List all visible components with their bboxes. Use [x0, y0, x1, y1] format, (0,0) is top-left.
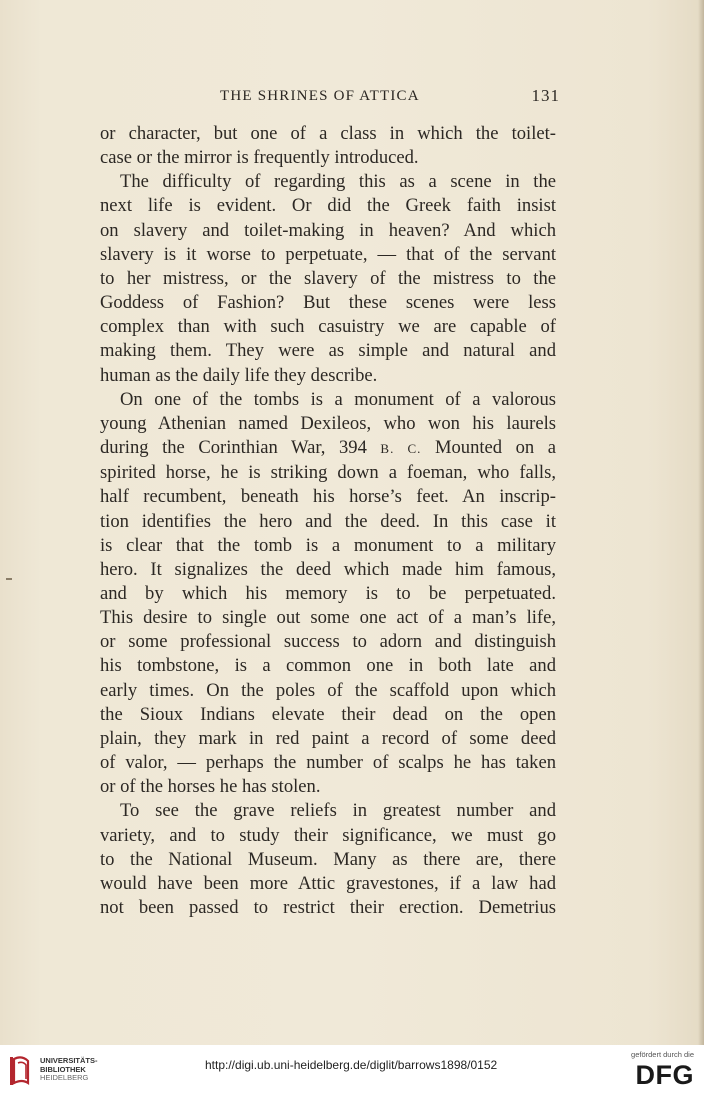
text-fragment: Mounted on a — [434, 437, 556, 459]
text-line: or of the horses he has stolen. — [100, 776, 321, 798]
text-fragment: during the Corinthian War, 394 — [100, 437, 367, 459]
text-line: to the National Museum. Many as there are, there — [100, 848, 556, 870]
library-name-line: BIBLIOTHEK — [40, 1064, 86, 1074]
text-line: Goddess of Fashion? But these scenes were less — [100, 292, 556, 314]
text-line: next life is evident. Or did the Greek faith insist — [100, 195, 556, 217]
running-head — [100, 86, 560, 110]
running-title: THE SHRINES OF ATTICA — [220, 88, 420, 104]
text-line: or some professional success to adorn and distinguish — [100, 631, 556, 653]
university-library-logo-icon — [8, 1053, 36, 1089]
text-line: slavery is it worse to perpetuate, — that of the servant — [100, 243, 556, 265]
library-name — [40, 1057, 98, 1083]
page-number: 131 — [531, 86, 560, 105]
text-line: human as the daily life they describe. — [100, 364, 378, 386]
text-line: his tombstone, is a common one in both late and — [100, 655, 556, 677]
dfg-logo: DFG — [635, 1060, 694, 1090]
text-line: not been passed to restrict their erection. Demetrius — [100, 897, 556, 918]
text-line: making them. They were as simple and natural and — [100, 340, 556, 362]
text-line: complex than with such casuistry we are capable of — [100, 316, 556, 338]
text-line: or character, but one of a class in which the toilet- — [100, 123, 556, 144]
text-line: to her mistress, or the slavery of the mistress to the — [100, 267, 556, 289]
text-line: On one of the tombs is a monument of a valorous — [120, 388, 556, 410]
text-line: variety, and to study their significance, we must go — [100, 824, 556, 846]
text-line: This desire to single out some one act of a man’s life, — [100, 607, 556, 629]
text-line: case or the mirror is frequently introduced. — [100, 147, 419, 169]
text-line: To see the grave reliefs in greatest number and — [120, 800, 556, 822]
footer-bar — [0, 1045, 704, 1095]
text-line-mixed — [100, 436, 556, 461]
text-line: spirited horse, he is striking down a foeman, who falls, — [100, 462, 556, 484]
text-line: half recumbent, beneath his horse’s feet. An inscrip- — [100, 486, 556, 508]
text-line: is clear that the tomb is a monument to a military — [100, 534, 556, 556]
library-name-line: UNIVERSITÄTS- — [40, 1056, 98, 1065]
margin-mark — [6, 578, 12, 580]
text-line: early times. On the poles of the scaffold upon which — [100, 679, 556, 701]
era-abbreviation: B. C. — [380, 441, 422, 457]
text-line: The difficulty of regarding this as a scene in the — [120, 171, 556, 193]
body-text — [100, 122, 556, 920]
library-name-line: HEIDELBERG — [40, 1073, 89, 1082]
text-line: on slavery and toilet-making in heaven? And which — [100, 219, 556, 241]
text-line: and by which his memory is to be perpetuated. — [100, 582, 556, 604]
text-line: the Sioux Indians elevate their dead on the open — [100, 703, 556, 725]
page-edge-shadow — [698, 0, 704, 1045]
text-line: plain, they mark in red paint a record of some deed — [100, 727, 556, 749]
permalink-url[interactable]: http://digi.ub.uni-heidelberg.de/diglit/barrows1898/0152 — [205, 1058, 498, 1072]
text-line: young Athenian named Dexileos, who won his laurels — [100, 412, 556, 434]
funding-caption: gefördert durch die — [631, 1050, 694, 1059]
text-line: hero. It signalizes the deed which made him famous, — [100, 558, 556, 580]
text-line: would have been more Attic gravestones, if a law had — [100, 872, 556, 894]
text-line: of valor, — perhaps the number of scalps he has taken — [100, 752, 556, 774]
text-line: tion identifies the hero and the deed. In this case it — [100, 510, 556, 532]
